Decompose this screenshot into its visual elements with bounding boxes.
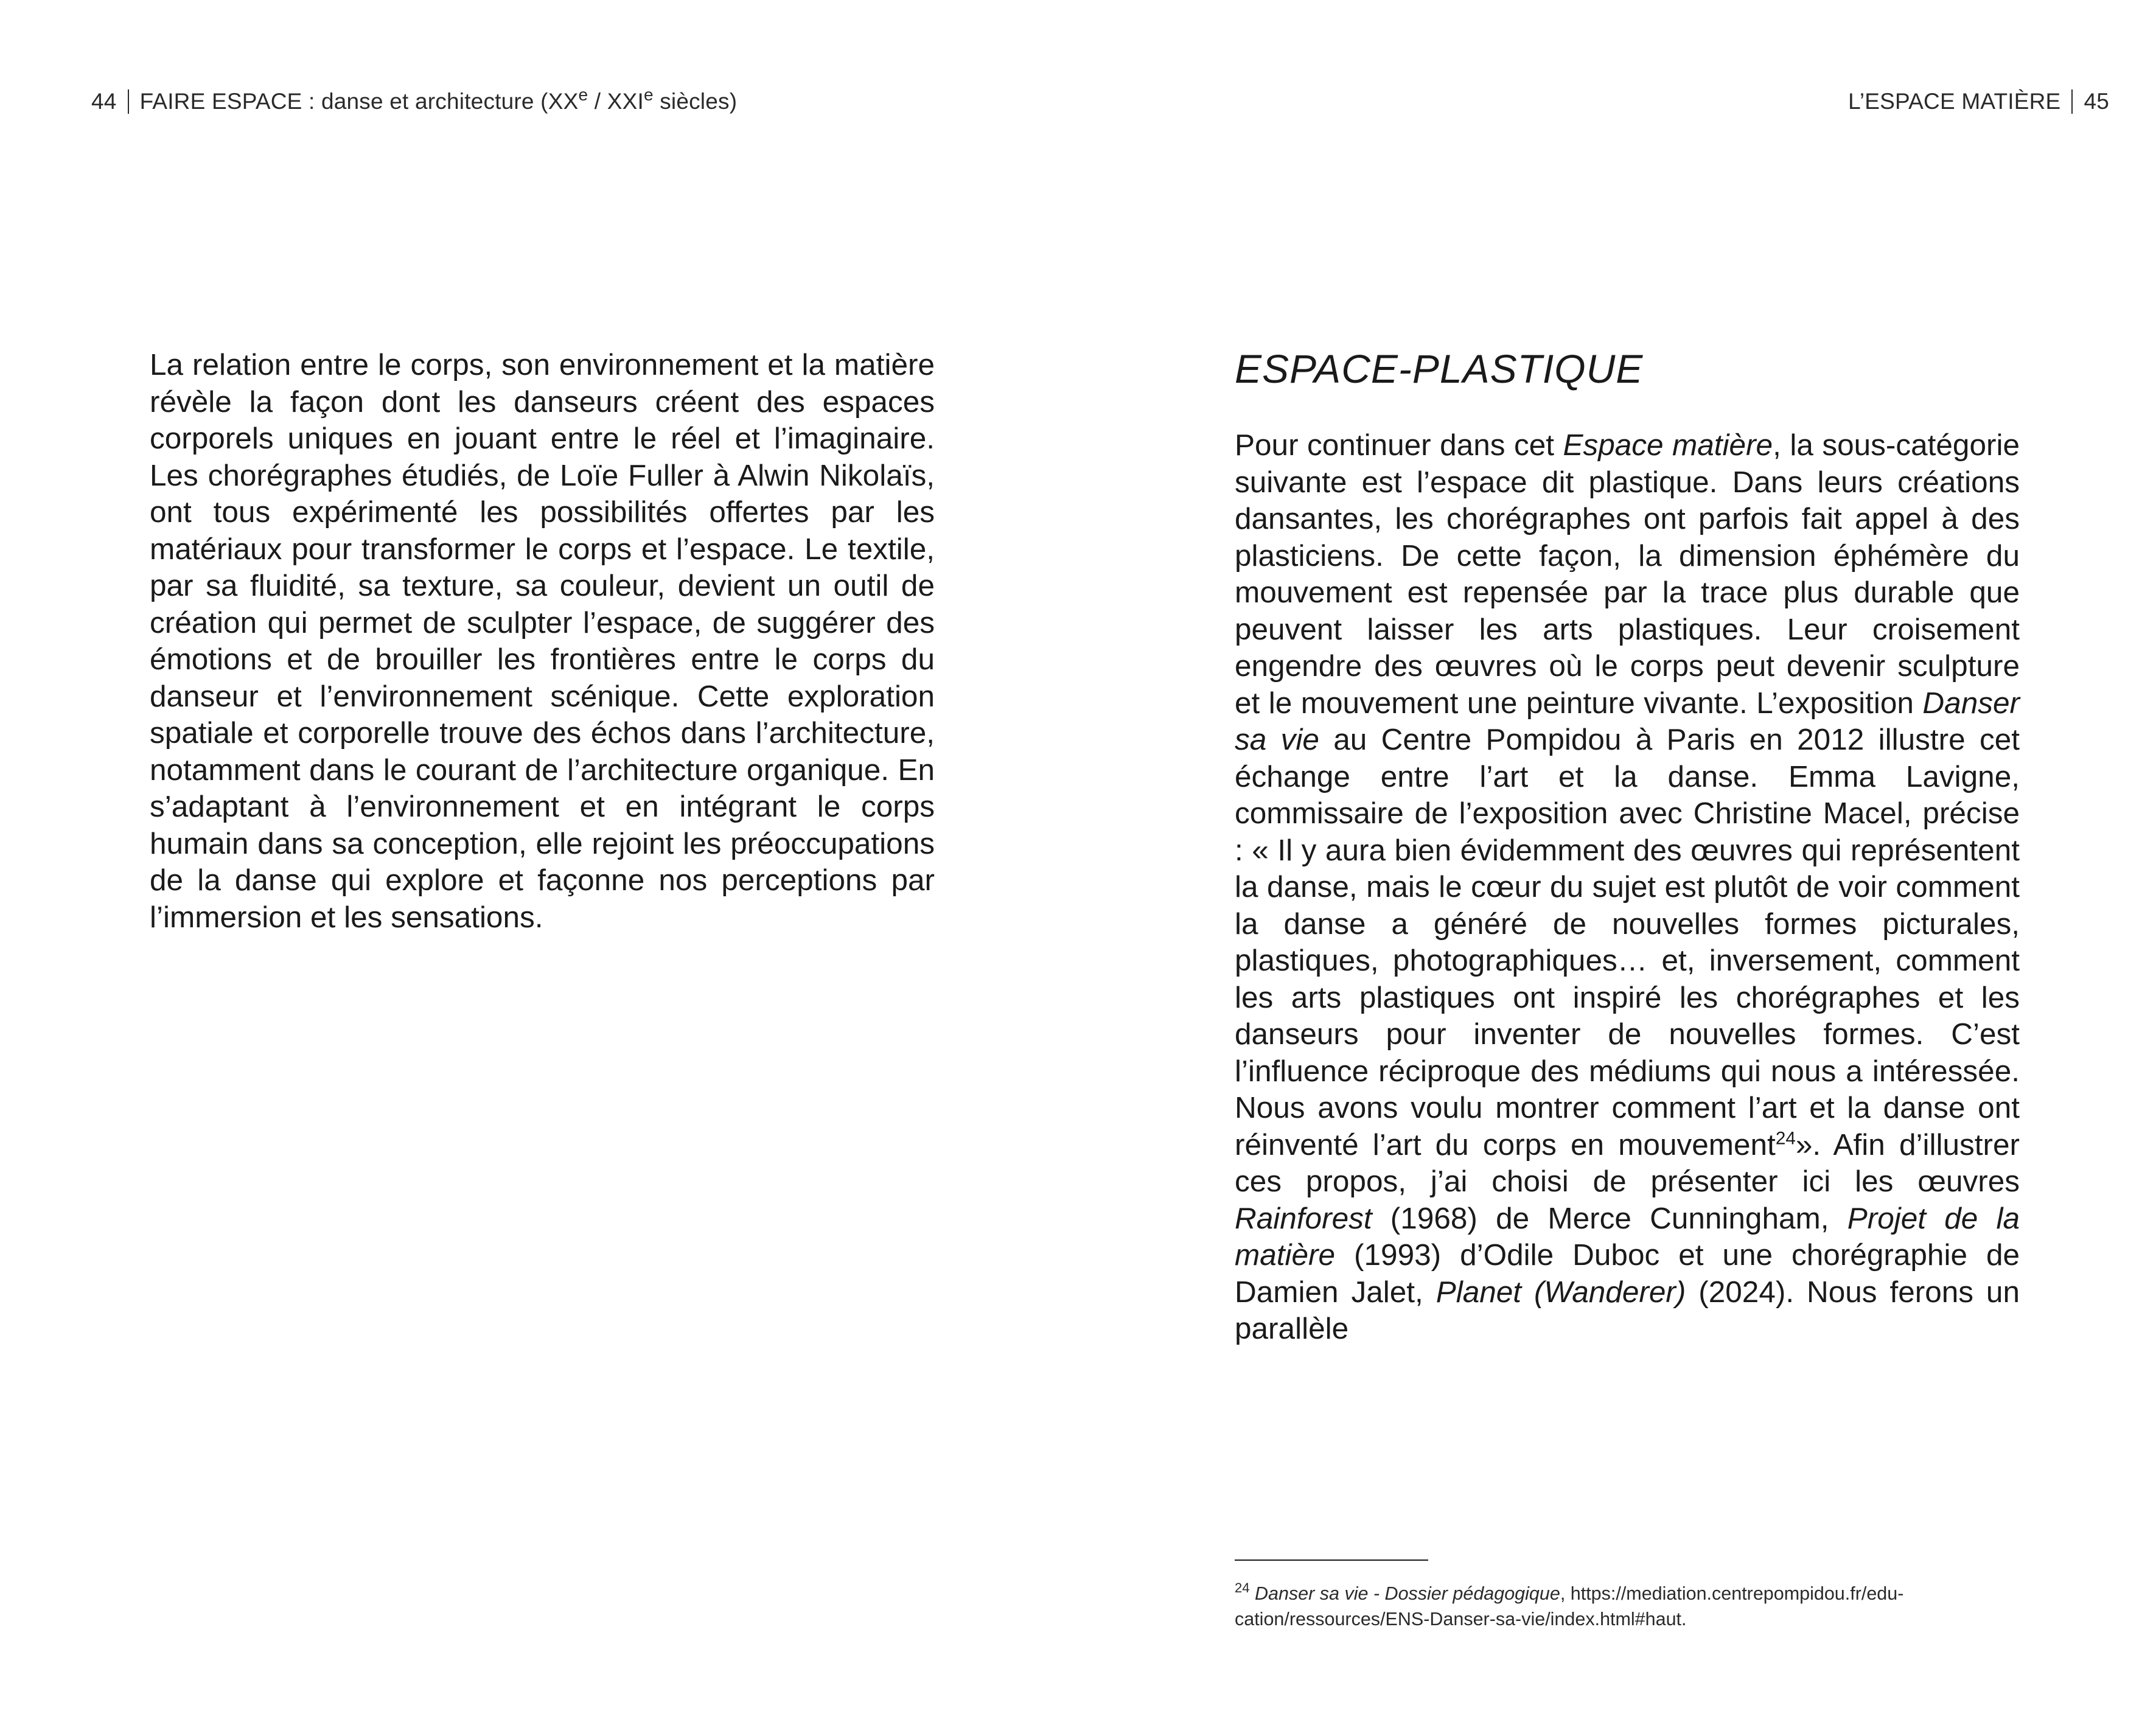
footnote: $^{24}$ Danser sa vie - Dossier pédagogique, https://mediation.centrepompidou.fr/edu-cation/ressources/ENS-Danser-sa-vie/index.html#haut.: [1235, 1580, 1904, 1629]
page-number-left: 44: [91, 89, 117, 114]
header-separator: [2071, 89, 2073, 114]
running-head-left: [91, 87, 737, 116]
footnote-url[interactable]: , https://mediation.centrepompidou.fr/edu-cation/ressources/ENS-Danser-sa-vie/index.html#haut.: [1235, 1583, 1904, 1629]
footnote-number: 24: [1235, 1580, 1250, 1595]
right-body-paragraph: Pour continuer dans cet Espace matière, la sous-catégorie suivante est l’espace dit plastique. Dans leurs créations dansantes, les chorégraphes ont parfois fait appel à des plasticiens. De cette façon, la dimension éphémère du mouvement est repensée par la trace plus durable que peuvent laisser les arts plastiques. Leur croisement engendre des œuvres où le corps peut devenir sculpture et le mouvement une peinture vivante. L’exposition Danser sa vie au Centre Pompidou à Paris en 2012 illustre cet échange entre l’art et la danse. Emma Lavigne, commissaire de l’exposition avec Christine Macel, précise : « Il y aura bien évidemment des œuvres qui représentent la danse, mais le cœur du sujet est plutôt de voir comment la danse a généré de nouvelles formes picturales, plastiques, photographiques… et, inversement, comment les arts plastiques ont inspiré les chorégraphes et les danseurs pour inventer de nouvelles formes. C’est l’influence réciproque des médiums qui nous a intéressée. Nous avons voulu montrer comment l’art et la danse ont réinventé l’art du corps en mouvement$^{24}$». Afin d’illustrer ces propos, j’ai choisi de présenter ici les œuvres Rainforest (1968) de Merce Cunningham, Projet de la matière (1993) d’Odile Duboc et une chorégraphie de Damien Jalet, Planet (Wanderer) (2024). Nous ferons un parallèle: [1235, 428, 2020, 1345]
right-page: [1078, 0, 2156, 1725]
footnote-reference[interactable]: 24: [1775, 1128, 1796, 1148]
book-title: FAIRE ESPACE : danse et architecture (XXe / XXIe siècles): [139, 85, 738, 114]
header-separator: [128, 89, 129, 114]
left-body-paragraph: La relation entre le corps, son environnement et la matière révèle la façon dont les danseurs créent des espaces corporels uniques en jouant entre le réel et l’imaginaire. Les chorégraphes étudiés, de Loïe Fuller à Alwin Nikolaïs, ont tous expérimenté les possibilités offertes par les matériaux pour transformer le corps et l’espace. Le textile, par sa fluidité, sa texture, sa couleur, devient un outil de création qui permet de sculpter l’espace, de suggérer des émotions et de brouiller les frontières entre le corps du danseur et l’environnement scénique. Cette exploration spatiale et corporelle trouve des échos dans l’architecture, notamment dans le courant de l’architecture organique. En s’adaptant à l’environnement et en intégrant le corps humain dans sa conception, elle rejoint les préoccupations de la danse qui explore et façonne nos perceptions par l’immersion et les sensations.: [150, 348, 935, 934]
footnote-divider: [1235, 1559, 1428, 1561]
section-name: L’ESPACE MATIÈRE: [1848, 89, 2061, 114]
section-title: ESPACE-PLASTIQUE: [1235, 346, 1644, 391]
page-number-right: 45: [2084, 89, 2109, 114]
running-head-right: [1848, 87, 2109, 116]
